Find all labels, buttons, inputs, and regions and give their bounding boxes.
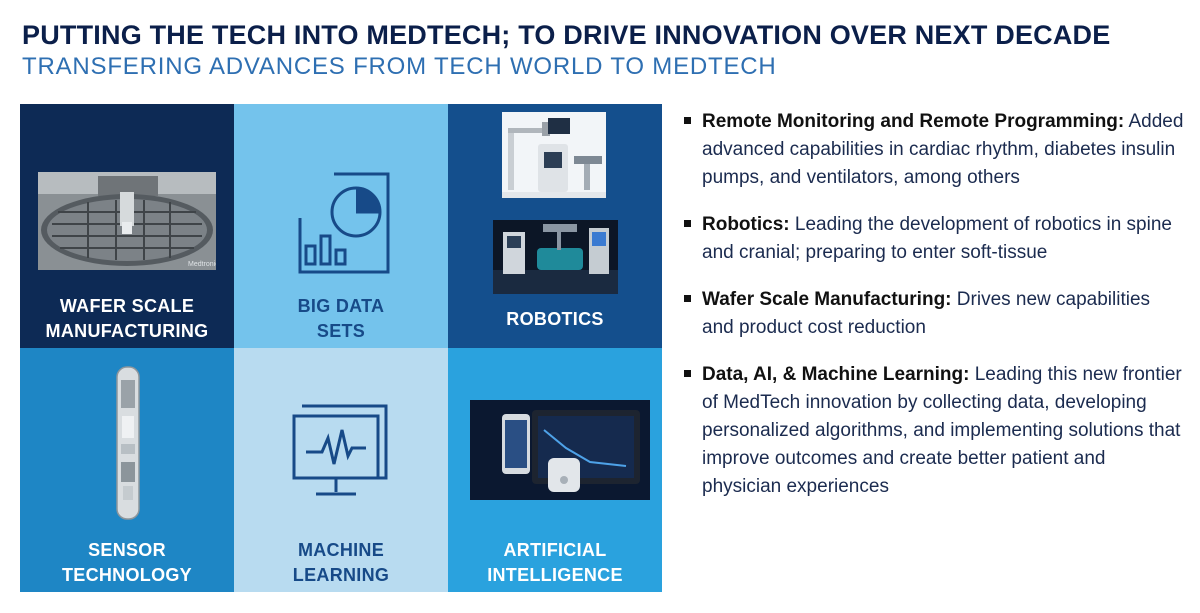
tile-label-line1: SENSOR	[88, 540, 166, 560]
tile-machine-learning	[234, 348, 448, 592]
tile-label-line2: INTELLIGENCE	[487, 565, 623, 585]
surgical-robot-photo	[502, 112, 606, 203]
bullet-text: Leading this new frontier of MedTech innovation by collecting data, developing personalized algorithms, and implementing solutions that improve outcomes and create better patient and physician experiences	[702, 364, 1182, 497]
bullet-heading: Remote Monitoring and Remote Programming:	[702, 111, 1125, 132]
bullet-heading: Wafer Scale Manufacturing:	[702, 289, 952, 310]
page-title: PUTTING THE TECH INTO MEDTECH; TO DRIVE INNOVATION OVER NEXT DECADE	[22, 20, 1111, 50]
tile-robotics	[448, 104, 662, 348]
devices-photo	[470, 400, 650, 505]
bullet-heading: Data, AI, & Machine Learning:	[702, 364, 970, 385]
tile-label-line2: TECHNOLOGY	[61, 565, 192, 585]
operating-room-photo	[493, 220, 618, 299]
tile-big-data-sets	[234, 104, 448, 348]
tile-sensor-technology	[20, 348, 234, 592]
bullet-robotics	[684, 211, 1184, 267]
wafer-watermark: Medtronic	[188, 261, 216, 268]
tile-artificial-intelligence	[448, 348, 662, 592]
technology-grid	[20, 104, 662, 592]
tile-label-line2: LEARNING	[292, 565, 390, 585]
tile-label-line1: ROBOTICS	[506, 309, 604, 329]
bullet-text: Added advanced capabilities in cardiac rhythm, diabetes insulin pumps, and ventilators, among others	[702, 111, 1184, 188]
monitor-pulse-icon	[290, 398, 392, 511]
tile-label-line1: MACHINE	[297, 540, 385, 560]
wafer-photo	[38, 172, 216, 275]
bullet-text: Drives new capabilities and product cost reduction	[702, 289, 1151, 338]
bullet-wafer-scale	[684, 286, 1184, 342]
tile-label-line1: WAFER SCALE	[59, 296, 195, 316]
bullet-remote-monitoring	[684, 108, 1184, 192]
tile-label-line2: MANUFACTURING	[45, 321, 209, 341]
tile-label-line2: SETS	[316, 321, 366, 341]
page-subtitle: TRANSFERING ADVANCES FROM TECH WORLD TO MEDTECH	[22, 53, 777, 80]
tile-wafer-scale-manufacturing	[20, 104, 234, 348]
bullet-text: Leading the development of robotics in spine and cranial; preparing to enter soft-tissue	[702, 214, 1172, 263]
tile-label-line1: ARTIFICIAL	[503, 540, 607, 560]
chart-icon	[294, 168, 394, 281]
tile-label-line1: BIG DATA	[297, 296, 385, 316]
bullet-list	[684, 108, 1184, 520]
bullet-heading: Robotics:	[702, 214, 790, 235]
sensor-device-photo	[116, 366, 140, 525]
bullet-data-ai-ml	[684, 361, 1184, 501]
